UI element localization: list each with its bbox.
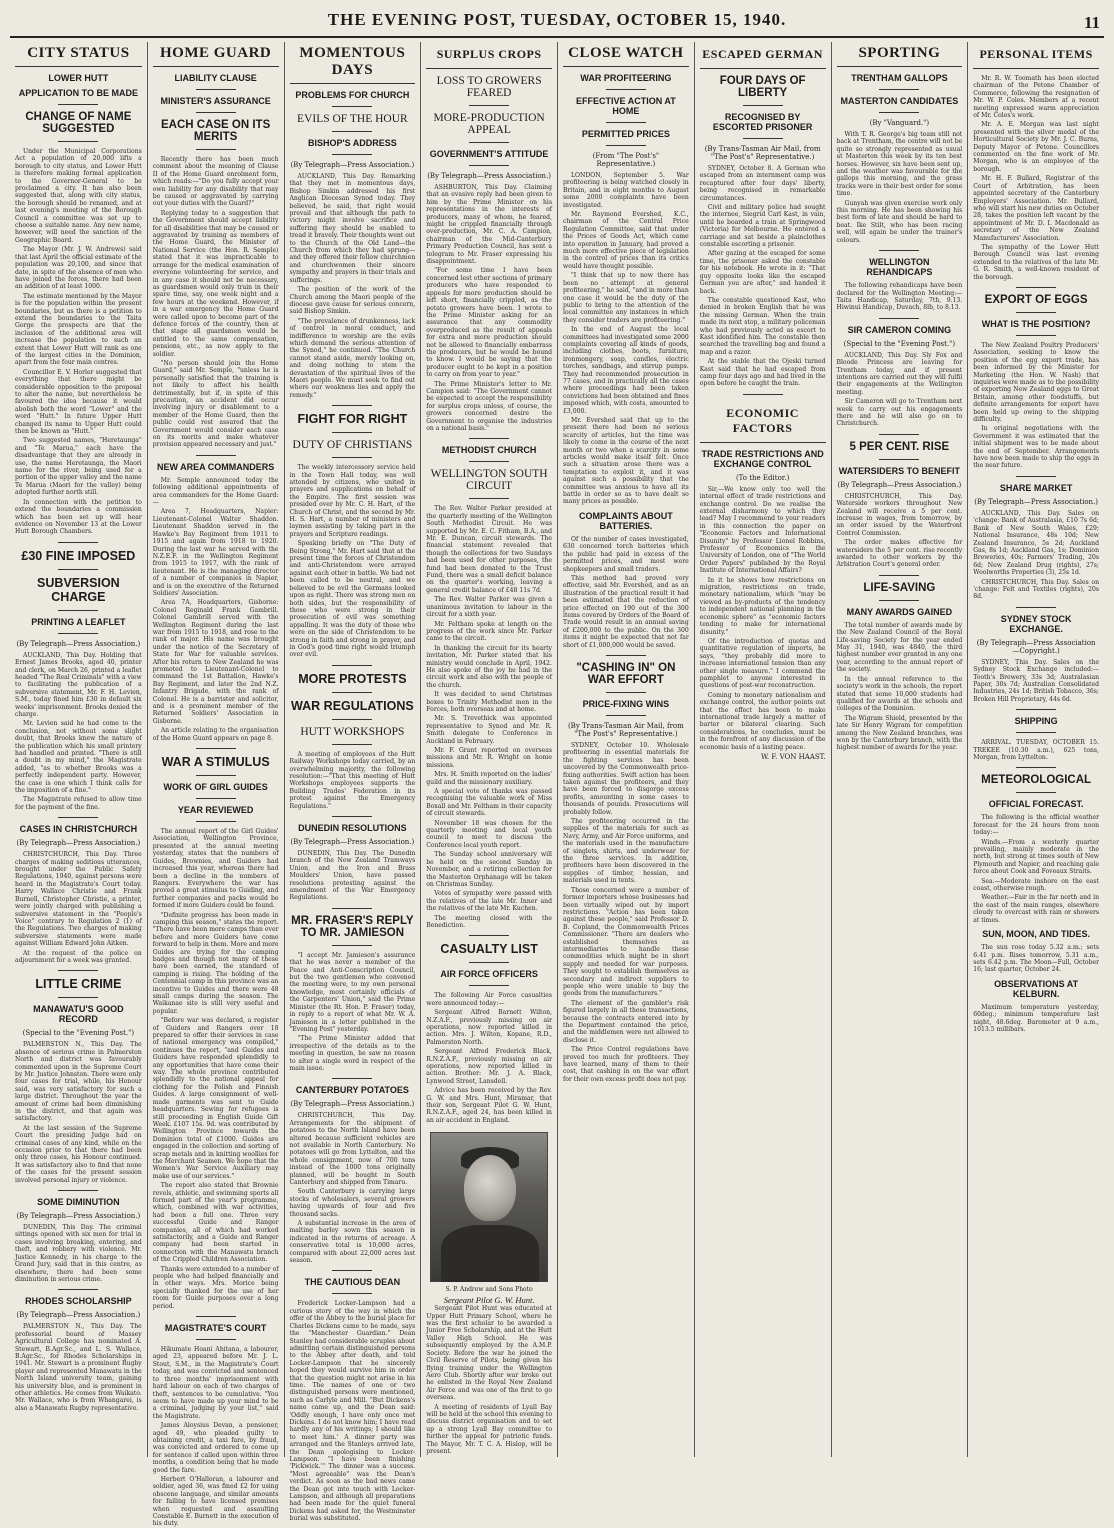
article-paragraph: Replying today to a suggestion that the Government should accept liability for all disabilities that may be caused or aggravated by training as members of the Home Guard, the Minister of National Service (the Hon. R. Semple) stated that it was impracticable to arrange for the medical examination of everyone volunteering for service, and in any case it should not be necessary, as guardsmen would only train in their spare time, say, one week night and a few hours at the weekend. However, if in a war emergency the Home Guard were called upon to become part of the defence forces of the country, then at that stage all guardsmen would be entitled to the same compensation, pensions, etc., as now apply to the soldier. bbox=[152, 209, 279, 358]
article-paragraph: The total number of awards made by the New Zealand Council of the Royal Life-saving Society for the year ended May 31, 1940, was 4840, the third highest number ever granted in any one year, according to the annual report of the society. bbox=[836, 621, 963, 674]
column-4 bbox=[420, 42, 557, 1457]
section-heading: YEAR REVIEWED bbox=[177, 805, 254, 816]
section-heading: MR. FRASER'S REPLY TO MR. JAMIESON bbox=[291, 914, 414, 939]
divider-rule bbox=[58, 997, 98, 998]
divider-rule bbox=[58, 817, 98, 818]
divider-rule bbox=[196, 1316, 236, 1317]
article-paragraph: It was decided to send Christmas boxes to Trinity Methodist men in the Forces, both overseas and at home. bbox=[426, 691, 552, 713]
section-heading: LOSS TO GROWERS FEARED bbox=[436, 75, 542, 99]
divider-rule bbox=[196, 89, 236, 90]
article-paragraph: The sympathy of the Lower Hutt Borough Council was last evening extended to the relatives of the late Mr. G. R. Smith, a well-known resident of the borough. bbox=[973, 243, 1099, 281]
article-paragraph: The profiteering occurred in the supplies of the materials for such as Navy, Army, and Air Force uniforms, and the materials used in the manufacture of singlets, shirts, and underwear for the three services. In addition, profiteers have been discovered in the supplies of timber, hessian, and materials used in tents. bbox=[563, 818, 689, 885]
article-paragraph: Frederick Locker-Lampson had a curious story of the way in which the offer of the Abbey to the burial place for Charles Dickens came to be made, says the "Manchester Guardian." Dean Stanley had considerable scruples about admitting certain distinguished persons to the Abbey after death, and told Locker-Lampson that he sincerely hoped they would survive him in order that the question might not arise in his time. The names of one or two distinguished persons were mentioned, such as Carlyle and Mill. "But Dickens's name came up, and the Dean said: 'Oddly enough, I have only once met Dickens. I do not know him; I have read hardly any of his writings; I should like to meet him.' A dinner party was arranged and the Stanleys arrived late, the Dean apologising to Locker-Lampson. "I have been finishing 'Pickwick.'" The dinner was a success. "Most agreeable" was the Dean's verdict. As soon as the bad news came the Dean got into touch with Locker-Lampson, and although all preparations had been made for the quiet funeral Dickens had asked for, the Westminster burial was substituted. bbox=[289, 1300, 416, 1523]
section-heading: GOVERNMENT'S ATTITUDE bbox=[429, 149, 549, 159]
article-paragraph: "No person should join the Home Guard," said Mr. Semple, "unless he is personally satisfied that the training is not likely to affect his health detrimentally, but if, in spite of this precaution, an accident did occur involving injury or disablement to a member of the Home Guard, then the public could rest assured that the Government would consider each case on its merits and make whatever provision appeared necessary and just." bbox=[152, 359, 279, 449]
column-headline: CITY STATUS bbox=[15, 42, 142, 67]
article-paragraph: Mr. Semple announced today the following additional appointments of area commanders for the Home Guard:— bbox=[152, 476, 279, 507]
byline: (By Telegraph—Press Association.) bbox=[290, 1100, 415, 1109]
divider-rule bbox=[332, 945, 372, 946]
article-paragraph: With T. R. George's big team still not back at Trentham, the centre will not be quite so strongly represented as usual at Masterton this week by its ten best horses. However, six have been sent up, and the weather was favourable for the gallops this morning, and the grass tracks were in their best order for some time. bbox=[836, 131, 963, 198]
section-heading: MORE-PRODUCTION APPEAL bbox=[433, 112, 545, 136]
divider-rule bbox=[332, 1078, 372, 1079]
subheadline: CASUALTY LIST bbox=[440, 942, 538, 957]
column-3 bbox=[284, 42, 421, 1523]
divider-rule bbox=[879, 318, 919, 319]
divider-rule bbox=[1016, 335, 1056, 336]
article-paragraph: Mr. Levien said he had come to the conclusion, not without some slight doubt, that Brooks knew the nature of the publication which his small printery had handled and printed. "There is still a doubt in my mind," the Magistrate added, "as to whether Brooks was a perfectly independent party. However, the case is one which I think calls for the imposition of a fine." bbox=[15, 720, 142, 795]
section-heading: LOWER HUTT bbox=[48, 73, 109, 83]
column-6 bbox=[694, 42, 831, 1457]
column-8 bbox=[967, 42, 1104, 1457]
subheadline: £30 FINE IMPOSED bbox=[21, 548, 136, 563]
divider-rule bbox=[58, 610, 98, 611]
divider-rule bbox=[196, 821, 236, 822]
section-heading: TRENTHAM GALLOPS bbox=[851, 73, 948, 83]
divider-rule bbox=[469, 935, 509, 936]
byline: (By Telegraph—Press Association.) bbox=[290, 161, 415, 169]
section-heading: OBSERVATIONS AT KELBURN. bbox=[994, 978, 1079, 999]
article-paragraph: CHRISTCHURCH, This Day. Sales on 'change: Felt and Textiles (rights), 20s 8d. bbox=[973, 578, 1099, 601]
column-1 bbox=[10, 42, 147, 1457]
section-heading: THE CAUTIOUS DEAN bbox=[304, 1277, 401, 1288]
divider-rule bbox=[1016, 476, 1056, 477]
article-paragraph: A substantial increase in the area of malting barley sown this season is indicated in the returns of acreage. A conservative total is 10,000 acres, compared with about 22,000 acres last season. bbox=[289, 1220, 416, 1265]
column-headline: ESCAPED GERMAN bbox=[700, 42, 826, 69]
byline: (By Telegraph—Press Association.) bbox=[16, 839, 141, 848]
divider-rule bbox=[332, 665, 372, 666]
divider-rule bbox=[332, 816, 372, 817]
divider-rule bbox=[1016, 607, 1056, 608]
article-paragraph: A meeting of residents of Lyall Bay will be held at the school this evening to discuss district organisation and to set up a strong Lyall Bay committee to further the appeal for patriotic funds. The Mayor, Mr. T. C. A. Hislop, will be present. bbox=[426, 1403, 552, 1455]
divider-rule bbox=[332, 131, 372, 132]
article-paragraph: Area 7, Headquarters, Napier: Lieutenant-Colonel Walter Shaddon. Lieutenant Shaddon served in the Hawke's Bay Regiment from 1911 to 1915 and again from 1918 to 1920. During the last war he served with the N.Z.E.F. in the Wellington Regiment from 1915 to 1917, with the rank of lieutenant. He is the managing director of a number of companies in Napier, and is on the executive of the Returned Soldiers' Association. bbox=[152, 508, 279, 597]
article-paragraph: CHRISTCHURCH, This Day. Arrangements for the shipment of potatoes to the North Island have been altered because sufficient vehicles are not available in North Canterbury. No potatoes will go from Lyttelton, and the whole consignment, now of 700 tons instead of the 1000 tons originally planned, will be bought in South Canterbury and shipped from Timaru. bbox=[289, 1112, 416, 1186]
article-paragraph: The constable questioned Kast, who denied in broken English that he was the missing German. When the train made its next stop, a military policeman who had previously acted as escort to Kast identified him. The constable then searched the travelling bag and found a map and a razor. bbox=[699, 296, 826, 356]
divider-rule bbox=[879, 434, 919, 435]
column-2 bbox=[147, 42, 284, 1528]
section-heading: DUTY OF CHRISTIANS bbox=[292, 439, 413, 452]
section-heading: CHANGE OF NAME SUGGESTED bbox=[25, 111, 132, 135]
article-paragraph: In it he shows how restrictions on migration, restrictions on trade, monetary nationalism, which "may be viewed as by-products of the tendency to independent national planning in the economic sphere" as "economic factors tending to make for international disunity." bbox=[699, 576, 826, 636]
section-heading: CANTERBURY POTATOES bbox=[295, 1085, 409, 1096]
article-paragraph: "The prevalence of drunkenness, lack of control in moral conduct, and indifference to worship are the evils which demand the serious attention of the Synod," he continued. "The Church cannot stand aside, merely looking on, and doing nothing to stem the devastation of the spiritual lives of the Maori people. We must seek to find out where our weakness lies and apply the remedy." bbox=[289, 317, 416, 399]
article-paragraph: "I accept Mr. Jamieson's assurance that he was never a member of the Peace and Anti-Conscription Council, but the two gentlemen who convened the meeting were, to my own personal knowledge, most certainly officials of the Carpenters' Union," said the Prime Minister (the Rt. Hon. P. Fraser) today, in reply to a report of what Mr. W. A. Jamieson in a letter published in the "Evening Post" yesterday. bbox=[289, 951, 416, 1033]
column-headline: ECONOMIC FACTORS bbox=[700, 401, 826, 443]
divider-rule bbox=[1016, 792, 1056, 793]
article-paragraph: CHRISTCHURCH, This Day. Three charges of making seditious utterances, brought under the Public Safety Regulations, 1940, against persons were heard in the Magistrate's Court today. Harry Wallace Christie and Frank Burnell, Christopher Christie, a printer, were jointly charged with publishing a subversive statement in the "People's Voice" contrary to Regulation 2 (1) of the Regulations. Two charges of making subversive statements were made against William Edward John Aitken. bbox=[15, 851, 142, 948]
divider-rule bbox=[332, 719, 372, 720]
article-paragraph: Recently there has been much comment about the meaning of Clause II of the Home Guard enrolment form, which reads:—"Do you fully accept your own liability for any disability that may be caused or aggravated by carrying out your duties with the Guard?" bbox=[152, 156, 279, 208]
section-heading: SIR CAMERON COMING bbox=[847, 324, 952, 335]
divider-rule bbox=[469, 438, 509, 439]
section-heading: SHIPPING bbox=[1014, 716, 1058, 727]
article-paragraph: The Price Control regulations have proved too much for profiteers. They have learned, many of them to their cost, that cashing in on the war effort for their own excess profit does not pay. bbox=[563, 1046, 689, 1083]
divider-rule bbox=[743, 394, 783, 395]
article-paragraph: "Definite progress has been made in camping this season," states the report. "There have been more camps than ever before and more Guiders have come forward to help in them. More and more Guides are trying for the camping badges and though not many of these have been earned, the standard of camping is rising. The holding of the Centennial camp in this province was an incentive to Guides and there were 48 small camps during the season. The Waikanae site is still very useful and popular. bbox=[152, 911, 279, 1015]
photo-credit: S. P. Andrew and Sons Photo bbox=[445, 1286, 533, 1294]
divider-rule bbox=[1016, 709, 1056, 710]
article-paragraph: Those concerned were a number of former importers whose businesses had been virtually wiped out by import restrictions. "Action has been taken against these people," said Professor D. B. Copland, the Commonwealth Prices Commissioner. "There are dealers who established themselves as intermediaries to handle these commodities which might be in short supply and needed for war purposes. They sought to establish themselves as secondary and indirect suppliers to people who were unable to buy the goods from the manufacturers." bbox=[563, 886, 689, 998]
article-paragraph: Sir,—We know only too well the internal effect of trade restrictions and exchange control. Do we realise the external disharmony to which they lead? May I recommend to your readers in this connection the paper on "Economic Factors and International Disunity" by Professor Lionel Robbins, Professor of Economics in the University of London, one of "The World Order Papers" published by the Royal Institute of International Affairs? bbox=[699, 485, 826, 575]
section-heading: DUNEDIN RESOLUTIONS bbox=[298, 823, 407, 833]
section-heading: WATERSIDERS TO BENEFIT bbox=[838, 465, 960, 476]
column-headline: SPORTING bbox=[837, 42, 963, 67]
divider-rule bbox=[58, 569, 98, 570]
divider-rule bbox=[332, 744, 372, 745]
section-heading: HUTT WORKSHOPS bbox=[300, 725, 405, 738]
article-paragraph: The Prime Minister's letter to Mr. Campion said: "The Government cannot be expected to accept the responsibility for surplus crops unless, of course, the growers concerned desire the Government to organise the industries on a national basis." bbox=[426, 380, 552, 432]
article-paragraph: Mr. H. F. Bullard, Registrar of the Court of Arbitration, has been appointed secretary of the Canterbury Employers' Association. Mr. Bullard, who will start his new duties on October 28, takes the position left vacant by the appointment of Mr. D. I. Macdonald as secretary of the New Zealand Manufacturers' Association. bbox=[973, 175, 1099, 242]
article-paragraph: Speaking briefly on "The Duty of Being Strong," Mr. Hart said that at the present time the forces of Christendom and anti-Christendom were arrayed against each other in battle. We had not been called to be neutral, and we believed to be evil the Germans looked upon as right. There was strong men on both sides, but the responsibility of those who were strong in their prosecution of evil was something appalling. It was the duty of those who were on the side of Christendom to be strong in faith and strong in prayer, and in God's good time right would triumph over evil. bbox=[289, 540, 416, 659]
article-paragraph: The annual report of the Girl Guides' Association, Wellington Province, presented at the annual meeting yesterday, states that the numbers of Guides, Brownies, and Guiders had increased this year, whereas there had been a decline in the numbers of Rangers. Everywhere the war has proved a great stimulus to Guiding, and further companies and packs would be formed if more Guiders could be found. bbox=[152, 828, 279, 910]
divider-rule bbox=[879, 575, 919, 576]
article-paragraph: Councillor E. V. Horler suggested that everything that there might be considerable opposition to the proposal to alter the name, but nevertheless he favoured the idea because it would abolish both the word "Lower" and the word "Hutt." In future Upper Hutt changed its name to Upper Hutt could then be known as "Hutt." bbox=[15, 368, 142, 436]
article-paragraph: At the request of the police on adjournment for a week was granted. bbox=[15, 949, 142, 964]
subheadline: WAR A STIMULUS bbox=[161, 755, 270, 770]
byline: (By Telegraph—Press Association.) bbox=[974, 497, 1099, 506]
section-heading: LIFE-SAVING bbox=[863, 581, 936, 594]
article-paragraph: Sergeant Alfred Barnett Wilton, N.Z.A.F., previously missing on air operations, now reported killed in action. Mrs. J. Wilton, Kopane, R.D., Palmerston North. bbox=[426, 1009, 552, 1046]
divider-rule bbox=[1016, 767, 1056, 768]
column-7 bbox=[831, 42, 968, 1457]
article-paragraph: Civil and military police had sought the internee, Siegrid Carl Kast, in vain, until he boarded a train at Springwood (Victoria) for Melbourne. He entered a carriage and sat beside a plainclothes constable escorting a prisoner. bbox=[699, 204, 826, 249]
article-paragraph: AUCKLAND, This Day. Holding that Ernest James Brooks, aged 40, printer and clerk, on March 26, printed a leaflet headed "The Real Criminals" with a view to facilitating the publication of a subversive statement, Mr. F. H. Levien, S.M., today fined him £30 in default six weeks' imprisonment. Brooks denied the charge. bbox=[15, 651, 142, 718]
article-paragraph: An article relating to the organisation of the Home Guard appears on page 8. bbox=[152, 727, 279, 742]
section-heading: EFFECTIVE ACTION AT HOME bbox=[576, 96, 676, 116]
article-paragraph: In connection with the petition to extend the boundaries a commission which has been set up will hear evidence on November 13 at the Lower Hutt Borough Chambers. bbox=[15, 498, 142, 536]
divider-rule bbox=[1016, 312, 1056, 313]
article-paragraph: AUCKLAND, This Day. Remarking that they met in momentous days, Bishop Simkin addressed his first Anglican Diocesan Synod today. They believed, he said, that right would prevail and that although the path to victory might involve sacrifice and suffering they should be enabled to tread it bravely. Their thoughts went out to the Church of the Old Land—the Church from which they had sprung—and they offered their fellow churchmen and churchwomen their sincere sympathy and prayers in their trials and sufferings. bbox=[289, 173, 416, 284]
article-paragraph: In thanking the circuit for its hearty invitation, Mr. Parker stated that his ministry would conclude in April, 1942. He also spoke of the joy he had in the circuit work and also with the people of the church. bbox=[426, 644, 552, 689]
section-heading: WHAT IS THE POSITION? bbox=[981, 318, 1091, 329]
article-paragraph: PALMERSTON N., This Day. The professorial board of Massey Agricultural College has nominated A. Stewart, B.Agr.Sc., and L. S. Wallace, B.Agr.Sc., for Rhodes Scholarships in 1941. Mr. Stewart is a prominent Rugby player and represented Manawatu in the North Island university team, gaining his university blue, and is prominent in other athletics. He comes from Waikato. Mr. Wallace, who is from Whangarei, is also a Manawatu Rugby representative. bbox=[15, 1323, 142, 1412]
divider-rule bbox=[196, 1339, 236, 1340]
byline: (By Telegraph—Press Association.) bbox=[16, 639, 141, 648]
article-paragraph: SYDNEY, October 10. Wholesale profiteering in essential materials for the fighting services has been uncovered by the Commonwealth price-fixing authorities. Swift action has been taken against the profiteers, and they have been forced to disgorge excess profits, amounting in some cases to thousands of pounds. Prosecutions will probably follow. bbox=[563, 741, 689, 816]
article-paragraph: A special vote of thanks was passed recognising the valuable work of Miss Boxall and Mr. Feltham in their capacity of circuit stewards. bbox=[426, 788, 552, 818]
divider-rule bbox=[469, 985, 509, 986]
divider-rule bbox=[196, 149, 236, 150]
article-paragraph: Mr. R. W. Toomath has been elected chairman of the Petone Chamber of Commerce, following the resignation of Mr. W. P. Coles. Members at a recent meeting expressed warm appreciation of Mr. Coles's work. bbox=[973, 75, 1099, 120]
divider-rule bbox=[332, 457, 372, 458]
divider-rule bbox=[469, 105, 509, 106]
article-paragraph: "Before war was declared, a register of Guiders and Rangers over 18 prepared to offer their services in case of national emergency was compiled," continues the report, "and Guides and Guiders have responded splendidly to any opportunities that have come their way. The whole province contributed splendidly to the national appeal for clothing for the Polish and Finnish Guides. A large consignment of well-made garments was sent to Guide headquarters. Sewing for refugees is still proceeding in English Guide Gift Week. £107 15s. 9d. was contributed by Wellington Province towards the Dominion total of £1000. Guides are engaged in the collection and sorting of scrap metals and in knitting woollies for the Merchant Seamen. We hope that the Women's War Service Auxiliary may make use of our services." bbox=[152, 1017, 279, 1180]
article-paragraph: Of the number of cases investigated, 630 concerned torch batteries which the public had paid in excess of the permitted prices, and most were shopkeepers and small traders. bbox=[563, 535, 689, 573]
divider-rule bbox=[58, 104, 98, 105]
section-heading: APPLICATION TO BE MADE bbox=[18, 88, 138, 98]
article-paragraph: At the stable that the Ojeski turned Kast said that he had escaped from camp four days ago and had lived in the open before he caught the train. bbox=[699, 358, 826, 388]
subheadline: WAR REGULATIONS bbox=[291, 698, 414, 713]
divider-rule bbox=[1016, 287, 1056, 288]
divider-rule bbox=[469, 498, 509, 499]
portrait-face bbox=[464, 1155, 516, 1221]
article-paragraph: Winds.—From a westerly quarter prevailing, mainly moderate in the north, but strong at times south of New Plymouth and Napier, and reaching gale force about Cook and Foveaux Straits. bbox=[973, 838, 1099, 876]
article-paragraph: ASHBURTON, This Day. Claiming that an evasive reply had been given to him by the Prime Minister on his representations in the interests of producers, many of whom, he feared, might be crippled financially through over-production, Mr. C. A. Campion, chairman of the Mid-Canterbury Primary Production Council, has sent a telegram to Mr. Fraser expressing his disappointment. bbox=[426, 184, 552, 266]
divider-rule bbox=[332, 405, 372, 406]
article-paragraph: The meeting closed with the Benediction. bbox=[426, 914, 552, 929]
section-heading: PRINTING A LEAFLET bbox=[31, 616, 126, 627]
section-heading: CASES IN CHRISTCHURCH bbox=[19, 824, 138, 835]
divider-rule bbox=[879, 459, 919, 460]
divider-rule bbox=[332, 908, 372, 909]
article-paragraph: In original negotiations with the Government it was estimated that the initial shipment was to be made about the end of September. Arrangements have now been made to ship the eggs in the near future. bbox=[973, 425, 1099, 470]
article-paragraph: This method had proved very effective, said Mr. Evershed, and as an illustration of the practical result it had been estimated that the reduction of price effected on 190 out of the 300 items covered by Orders of the Board of Trade would result in an annual saving of £200,000 to the public. On the 300 items it might be expected that not far short of £1,000,000 would be saved. bbox=[563, 574, 689, 649]
article-paragraph: The order makes effective for watersiders the 5 per cent. rise recently awarded to other workers by the Arbitration Court's general order. bbox=[836, 539, 963, 569]
article-paragraph: Mr. Raymond Evershed, K.C., chairman of the Central Price Regulation Committee, said that under the Prices of Goods Act, which came into operation in January, had proved a much more effective piece of legislation in the control of prices than its critics would have thought possible. bbox=[563, 211, 689, 270]
page-number: 11 bbox=[1083, 13, 1100, 32]
article-paragraph: Mr. S. Trevethick was appointed representative to Synod and Mr. R. Smith delegate to Conference in Auckland in February. bbox=[426, 715, 552, 745]
divider-rule bbox=[196, 748, 236, 749]
byline: (Special to the "Evening Post.") bbox=[843, 339, 956, 348]
section-heading: "CASHING IN" ON WAR EFFORT bbox=[576, 661, 676, 686]
byline: (Special to the "Evening Post.") bbox=[22, 1029, 135, 1038]
article-paragraph: AUCKLAND, This Day. Sales on 'change: Bank of Australasia, £10 7s 6d; Bank of New South Wales, £29; National Insurance, 48s 10d; New Zealand Insurance, 5s 2d; Auckland Gas, 8s 1d; Auckland Gas, 1s; Dominion Breweries, 40s; Farmers' Trading, 20s 6d; New Zealand Drug (rights), 27s; Woolworths Properties (3), 25s 1d. bbox=[973, 509, 1099, 577]
article-paragraph: Maximum temperature yesterday, 60deg.; minimum temperature last night, 48.6deg. Barometer at 9 a.m., 1013.5 millibars. bbox=[973, 1003, 1099, 1033]
section-heading: SUN, MOON, AND TIDES. bbox=[982, 929, 1090, 940]
section-heading: NEW AREA COMMANDERS bbox=[156, 461, 275, 472]
section-heading: PRICE-FIXING WINS bbox=[582, 698, 670, 709]
byline: (To the Editor.) bbox=[735, 473, 790, 482]
section-heading: EACH CASE ON ITS MERITS bbox=[160, 119, 271, 143]
article-paragraph: Mr. A. E. Morgan was last night presented with the silver medal of the Horticultural Society by Mr. J. C. Burns, Deputy Mayor of Petone. Councillors commented on the fine work of Mr. Morgan, who is an employee of the borough. bbox=[973, 121, 1099, 173]
article-paragraph: At the last session of the Supreme Court the presiding Judge had on criminal cases of any kind, while on the occasion prior to that there had been only three cases, his Honour continued. It was satisfactory also to find that none of the cases for the present session involved personal injury or violence. bbox=[15, 1124, 142, 1184]
article-paragraph: Coming to monetary nationalism and exchange control, the author points out that the effect has been to make international trade largely a matter of barter or bilateral clearing. Such considerations, he concludes, must be in the forefront of any discussion of the economic basis of a lasting peace. bbox=[699, 691, 826, 751]
article-paragraph: The Magistrate refused to allow time for the payment of the fine. bbox=[15, 796, 142, 811]
masthead-title: THE EVENING POST, TUESDAY, OCTOBER 15, 1940. bbox=[327, 10, 787, 29]
section-heading: MINISTER'S ASSURANCE bbox=[160, 96, 271, 106]
subheadline: MORE PROTESTS bbox=[298, 671, 407, 686]
article-paragraph: November 18 was chosen for the quarterly meeting and local youth council to meet to discuss the Conference local youth report. bbox=[426, 819, 552, 849]
section-heading: PROBLEMS FOR CHURCH bbox=[295, 90, 410, 100]
article-paragraph: The following Air Force casualties were announced today:— bbox=[426, 992, 552, 1007]
article-paragraph: SYDNEY, October 8. A German who escaped from an internment camp was recaptured after four days' liberty, being recognised in remarkable circumstances. bbox=[699, 165, 826, 202]
article-paragraph: Area 7A, Headquarters, Gisborne: Colonel Reginald Frank Gambrill. Colonel Gambrill served with the Wellington Regiment during the last war from 1915 to 1918, and rose to the rank of major. His name was brought under the notice of the Secretary of State for War for valuable services. After his return to New Zealand he was promoted to Lieutenant-Colonel to command the 1st Battalion, Hawke's Bay Regiment, and later the 2nd N.Z. Infantry Brigade, with the rank of Colonel. He is a barrister and solicitor, and is a prominent member of the Returned Soldiers' Association in Gisborne. bbox=[152, 599, 279, 725]
divider-rule bbox=[743, 105, 783, 106]
divider-rule bbox=[196, 455, 236, 456]
section-heading: WORK OF GIRL GUIDES bbox=[163, 782, 268, 793]
article-paragraph: Under the Municipal Corporations Act a population of 20,000 lifts a borough to city status, and Lower Hutt is therefore making formal application to the Governor-General to be proclaimed a city. It has also been suggested that, along with city status, the borough should be renamed, and at last evening's meeting of the Borough Council a committee was set up to choose a suitable name. Any new name, however, will need the sanction of the Geographic Board. bbox=[15, 148, 142, 244]
divider-rule bbox=[58, 1289, 98, 1290]
divider-rule bbox=[332, 1270, 372, 1271]
divider-rule bbox=[196, 112, 236, 113]
section-heading: PERMITTED PRICES bbox=[581, 129, 670, 139]
section-heading: EVILS OF THE HOUR bbox=[297, 113, 408, 125]
section-heading: AIR FORCE OFFICERS bbox=[440, 969, 538, 980]
article-paragraph: Sergeant Pilot Hunt was educated at Upper Hutt Primary School, where he was the first scholar to be awarded a Junior Free Scholarship, and at the Hutt Valley High School. He was subsequently employed by the A.M.P. Society. Before the war he joined the Civil Reserve of Pilots, being given his flying training under the Wellington Aero Club. Shortly after war broke out he enlisted in the Royal New Zealand Air Force and was one of the first to go overseas. bbox=[426, 1305, 552, 1402]
byline: (By Telegraph—Press Association.) bbox=[290, 838, 415, 846]
divider-rule bbox=[469, 962, 509, 963]
byline: (By Telegraph—Press Association.) bbox=[427, 172, 552, 180]
portrait-photo bbox=[430, 1132, 548, 1282]
section-heading: LIABILITY CLAUSE bbox=[174, 73, 257, 83]
divider-rule bbox=[332, 432, 372, 433]
divider-rule bbox=[1016, 732, 1056, 733]
byline: (By "Vanguard.") bbox=[869, 119, 930, 127]
article-paragraph: The New Zealand Poultry Producers' Association, seeking to know the position of the egg export trade, has been informed by the Minister for Marketing (the Hon. W. Nash) that inquiries were made as to the possibility of exporting New Zealand eggs to Great Britain, among other foodstuffs, but definite arrangements for export have been held up owing to the shipping difficulty. bbox=[973, 341, 1099, 424]
divider-rule bbox=[606, 145, 646, 146]
article-paragraph: The element of the gambler's risk figured largely in all these transactions, because the contracts entered into by the Department contained the price, and the middlemen were not allowed to disclose it. bbox=[563, 999, 689, 1044]
article-paragraph: The report also stated that Brownie revels, athletic, and swimming sports all formed part of the year's programme, which, combined with war activities, had been a full one. Three very successful Guide and Ranger companies, all of which had worked satisfactorily, and a Guide and Ranger company had been started in connection with the Manawatu branch of the Crippled Children Association. bbox=[152, 1182, 279, 1264]
article-paragraph: Sir Cameron will go to Trentham next week to carry out his engagements there and he will also go on to Christchurch. bbox=[836, 398, 963, 428]
article-paragraph: In the end of August the local committees had investigated some 2000 complaints covering all kinds of goods, including clothes, boots, furniture, ironmongery, soap, candles, electric torches, sandbags, and stirrup pumps. They had recommended prosecution in 77 cases, and in practically all the cases where proceedings had been taken convictions had been obtained and fines imposed which, with costs, amounted to £3,000. bbox=[563, 326, 689, 415]
divider-rule bbox=[332, 692, 372, 693]
divider-rule bbox=[606, 89, 646, 90]
article-paragraph: The Mayor (Mr. J. W. Andrews) said that last April the official estimate of the population was 20,100, and since that date, in spite of the absence of men who have joined the forces, there had been an addition of at least 1000. bbox=[15, 246, 142, 291]
article-paragraph: Sergeant Alfred Frederick Black, R.N.Z.A.F., previously missing on air operations, now reported killed in action. Brother: Mr. J. A. Black, Lynwood Street, Lansdell. bbox=[426, 1048, 552, 1085]
article-paragraph: Sea.—Moderate inshore on the east coast, otherwise rough. bbox=[973, 877, 1099, 893]
article-paragraph: SYDNEY, This Day. Sales on the Sydney Stock Exchange included:—Tooth's Brewery, 33s 3d; Australasian Paper, 30s 7d; Australian Consolidated Industries, 24s 1d; British Tobacco, 36s; Broken Hill Proprietary, 44s 6d. bbox=[973, 658, 1099, 703]
divider-rule bbox=[469, 165, 509, 166]
byline: (By Telegraph—Press Association—Copyright.) bbox=[976, 638, 1096, 655]
article-paragraph: LONDON, September 5. War profiteering is being watched closely in Britain, and in eight months to August some 2000 complaints have been investigated. bbox=[563, 172, 689, 209]
article-paragraph: Herbert O'Halloran, a labourer and soldier, aged 36, was fined £2 for using obscene language, and similar amounts for failing to have licensed premises when requested and assaulting Constable E. Burnett in the execution of his duty. bbox=[152, 1475, 279, 1528]
article-paragraph: AUCKLAND, This Day. Sly Fox and Bloode Princess are leaving for Trentham today, and if present intentions are carried out they will fulfil their engagements at the Wellington meeting. bbox=[836, 351, 963, 396]
section-heading: METEOROLOGICAL bbox=[981, 774, 1092, 787]
article-paragraph: "I think that up to now there has been no attempt at general profiteering," he said, "and in more than one case it would be the duty of the public to bring to the attention of the local committee any instances in which they consider traders are profiteering." bbox=[563, 272, 689, 324]
divider-rule bbox=[743, 138, 783, 139]
divider-rule bbox=[606, 692, 646, 693]
article-paragraph: The Wigram Shield, presented by the late Sir Henry Wigram for competition among the New Zealand branches, was won by the Canterbury branch, with the highest number of awards for the year. bbox=[836, 714, 963, 752]
article-paragraph: The following rehandicaps have been declared for the Wellington Meeting:—Taita Handicap, Saturday, 7th, 9.13. Hiwinui Handicap, Duvach, 8lb, to 8.13. bbox=[836, 282, 963, 312]
section-heading: WELLINGTON REHANDICAPS bbox=[866, 257, 933, 278]
article-paragraph: Weather.—Fair in the far north and in the east of the main ranges, elsewhere cloudy to overcast with rain or showers at times. bbox=[973, 894, 1099, 924]
article-paragraph: Gunyah was given exercise work only this morning. He has been showing his best form of late and should be hard to beat. Ike Stilt, who has been racing well, will again be under the trainer's colours. bbox=[836, 199, 963, 244]
article-paragraph: "The Prime Minister added that irrespective of the details as to the meeting in question, he saw no reason to alter a single word in respect of the main issue. bbox=[289, 1035, 416, 1072]
article-paragraph: Two suggested names, "Heretaunga" and "Te Marua," each have the disadvantage that they are already in use, the name Heretaunga, the Maori name for the river, being used for a portion of the upper valley and the name Te Marua (Maori for the valley) being adopted further north still. bbox=[15, 437, 142, 497]
divider-rule bbox=[196, 775, 236, 776]
divider-rule bbox=[879, 250, 919, 251]
article-paragraph: The weekly intercessory service held in the Town Hall today, was well attended by citizens, who united in prayers and supplications on behalf of the Empire. The first session was presided over by Mr. C. H. Hart, of the Church of Christ, and the second by Mr. H. S. Hart, a number of ministers and laymen assisting by taking part in the prayers and Scripture readings. bbox=[289, 464, 416, 538]
section-heading: MANY AWARDS GAINED bbox=[846, 606, 953, 617]
byline: (By Trans-Tasman Air Mail, from "The Post's" Representative.) bbox=[704, 145, 821, 161]
divider-rule bbox=[58, 542, 98, 543]
section-heading: TRADE RESTRICTIONS AND EXCHANGE CONTROL bbox=[701, 448, 824, 469]
article-paragraph: A meeting of employees of the Hutt Railway Workshops today carried, by an overwhelming majority, the following resolution:—"That this meeting of Hutt Workshops employees supports the Building Trades' Federation in its protest against the Emergency Regulations." bbox=[289, 750, 416, 810]
article-paragraph: Hikumate Hoani Ahitana, a labourer, aged 23, appeared before Mr. J. L. Stout, S.M., in the Magistrate's Court today, and was convicted and sentenced to three months' imprisonment with hard labour on each of two charges of theft, sentences to be cumulative. "You seem to have made up your mind to be a criminal, judging by your list," said the Magistrate. bbox=[152, 1346, 279, 1420]
divider-rule bbox=[879, 112, 919, 113]
article-paragraph: The following is the official weather forecast for the 24 hours from noon today:— bbox=[973, 814, 1099, 837]
divider-rule bbox=[879, 89, 919, 90]
article-paragraph: Mr. Feltham spoke at length on the progress of the work since Mr. Parker came to the circuit. bbox=[426, 620, 552, 643]
article-paragraph: Votes of sympathy were passed with the relatives of the late Mr. Inner and the relatives of the late Mr. Kuchen. bbox=[426, 890, 552, 913]
article-paragraph: In the annual reference to the society's work in the schools, the report stated that some 10,000 students had qualified for awards at the schools and colleges of the Dominion. bbox=[836, 675, 963, 713]
byline: (By Telegraph—Press Association.) bbox=[16, 1212, 141, 1221]
divider-rule bbox=[469, 461, 509, 462]
divider-rule bbox=[469, 142, 509, 143]
article-paragraph: The Sunday school anniversary will be held on the second Sunday in November, and a retiring collection for the Masterton Orphanage will be taken on Christmas Sunday. bbox=[426, 851, 552, 888]
divider-rule bbox=[332, 106, 372, 107]
photo-caption: Sergeant Pilot G. W. Hunt. bbox=[443, 1295, 535, 1306]
article-paragraph: Thanks were extended to a number of people who had helped financially and in other ways. Mrs. Morice being specially thanked for the use of her room for Guide purposes over a long period. bbox=[152, 1265, 279, 1310]
article-paragraph: The Rev. Walter Parker was given a unanimous invitation to labour in the circuit for a sixth year. bbox=[426, 596, 552, 619]
article-paragraph: The sun rose today 5.32 a.m.; sets 6.41 p.m. Rises tomorrow, 5.31 a.m., sets 6.42 p.m. The Moon—Full, October 16; last quarter, October 24. bbox=[973, 944, 1099, 974]
divider-rule bbox=[606, 122, 646, 123]
section-heading: OFFICIAL FORECAST. bbox=[988, 799, 1084, 810]
newspaper-columns bbox=[10, 42, 1104, 1528]
section-heading: 5 PER CENT. RISE bbox=[849, 440, 950, 453]
section-heading: WELLINGTON SOUTH CIRCUIT bbox=[430, 468, 548, 493]
letter-signature: W. F. VON HAAST. bbox=[760, 753, 826, 761]
section-heading: FOUR DAYS OF LIBERTY bbox=[719, 75, 806, 99]
column-headline: CLOSE WATCH bbox=[563, 42, 689, 67]
section-heading: SHARE MARKET bbox=[999, 482, 1073, 493]
subheadline: LITTLE CRIME bbox=[35, 977, 122, 992]
article-paragraph: DUNEDIN, This Day. The Dunedin branch of the New Zealand Tramways Union, and the Iron and Brass Moulders' Union, have passed resolutions protesting against the amendment of the War Emergency Regulations. bbox=[289, 850, 416, 902]
divider-rule bbox=[58, 633, 98, 634]
column-5 bbox=[557, 42, 694, 1457]
divider-rule bbox=[58, 1190, 98, 1191]
section-heading: MAGISTRATE'S COURT bbox=[164, 1323, 267, 1334]
divider-rule bbox=[58, 141, 98, 142]
section-heading: SYDNEY STOCK EXCHANGE. bbox=[1000, 613, 1072, 634]
article-paragraph: Mr. Evershed said that up to the present there had been no serious scarcity of articles, but the time was likely to come in the course of the next month or two when a scarcity in some articles would make itself felt. Once such a situation arose there was a temptation to exploit it, and it was against such a possibility that the committee was anxious to have all its battle in order so as to have dealt so many prices as possible. bbox=[563, 417, 689, 506]
divider-rule bbox=[58, 970, 98, 971]
article-paragraph: James Aloysius Devan, a pensioner, aged 49, who pleaded guilty to obtaining credit, a taxi fare, by fraud, was convicted and ordered to come up for sentence if called upon within three months, a condition being that he made good the fare. bbox=[152, 1422, 279, 1474]
section-heading: SOME DIMINUTION bbox=[37, 1197, 120, 1208]
divider-rule bbox=[332, 1293, 372, 1294]
article-paragraph: CHRISTCHURCH, This Day. Waterside workers throughout New Zealand will receive a 5 per cent. increase in wages, from tomorrow, by an order issued by the Waterfront Control Commission. bbox=[836, 492, 963, 537]
article-paragraph: The position of the work of the Church among the Maori people of the diocese gave cause for serious concern, said Bishop Simkin. bbox=[289, 286, 416, 316]
column-headline: HOME GUARD bbox=[153, 42, 279, 67]
section-heading: MANAWATU'S GOOD RECORD bbox=[33, 1004, 124, 1025]
byline: (By Telegraph—Press Association.) bbox=[16, 1311, 141, 1320]
article-paragraph: DUNEDIN, This Day. The criminal sittings opened with six men for trial in cases involving breaking, entering, and theft, and robbery with violence. Mr. Justice Kennedy, in his charge to the Grand Jury, said that in this centre, as elsewhere, there had been some diminution in serious crime. bbox=[15, 1224, 142, 1283]
article-paragraph: Mrs. H. Smith reported on the ladies' guild and the missionary auxiliary. bbox=[426, 771, 552, 786]
divider-rule bbox=[606, 655, 646, 656]
section-heading: RECOGNISED BY ESCORTED PRISONER bbox=[712, 112, 813, 132]
column-headline: MOMENTOUS DAYS bbox=[290, 42, 416, 84]
section-heading: BISHOP'S ADDRESS bbox=[307, 138, 397, 148]
article-paragraph: The estimate mentioned by the Mayor is for the population within the present boundaries, but as there is a petition to extend the boundaries to the Taita Gorge the prospects are that the inclusion of the additional area will increase the population to such an extent that Lower Hutt will rank as one of the largest cities in the Dominion, apart from the four main centres. bbox=[15, 292, 142, 367]
article-paragraph: ARRIVAL. TUESDAY, OCTOBER 15. TREKEE (10.30 a.m.), 625 tons, Morgan, from Lyttelton. bbox=[973, 739, 1099, 761]
portrait-coat bbox=[441, 1225, 539, 1282]
article-paragraph: Mr. F. Grant reported on overseas missions and Mr. R. Wright on home missions. bbox=[426, 747, 552, 769]
column-headline: PERSONAL ITEMS bbox=[973, 42, 1099, 69]
byline: (From "The Post's" Representative.) bbox=[592, 152, 660, 168]
divider-rule bbox=[879, 600, 919, 601]
column-headline: SURPLUS CROPS bbox=[426, 42, 552, 69]
byline: (By Telegraph—Press Association.) bbox=[837, 480, 962, 489]
section-heading: WAR PROFITEERING bbox=[580, 73, 672, 83]
article-paragraph: South Canterbury is carrying large stocks of wholesalers, several growers having upwards of four and five thousand sacks. bbox=[289, 1188, 416, 1218]
section-heading: EXPORT OF EGGS bbox=[984, 293, 1088, 306]
article-paragraph: Advice has been received by the Rev. G. W. and Mrs. Hunt, Miramar, that their son, Sergeant Pilot G. W. Hunt, R.N.Z.A.F., aged 24, has been killed in an air accident in England. bbox=[426, 1087, 552, 1124]
article-paragraph: "For some time I have been concerned lest other sections of primary producers who have responded to appeals for more production should be left short, financially crippled, as the potato growers have been. I wrote to the Prime Minister asking for an assurance that any commodity overproduced as the result of appeals for extra and more production should not be allowed to financially embarrass the producers, but he would be bound to know. I would be saying that the producer ought to be kept in a position to carry on from year to year." bbox=[426, 267, 552, 379]
section-heading: MASTERTON CANDIDATES bbox=[840, 96, 959, 106]
divider-rule bbox=[606, 715, 646, 716]
article-paragraph: The Rev. Walter Parker presided at the quarterly meeting of the Wellington South Methodist Circuit. He was supported by Mr. E. C. Fitham, B.A., and Mr. E. Duncan, circuit stewards. The financial statement revealed that though the collections for two Sundays had been used for other purposes, the fund had been donated to the Trust Fund, there was a small deficit balance on the quarter's working, leaving a general credit balance of £48 11s 7d. bbox=[426, 505, 552, 594]
section-heading: COMPLAINTS ABOUT BATTERIES. bbox=[579, 510, 673, 531]
divider-rule bbox=[332, 154, 372, 155]
subheadline: FIGHT FOR RIGHT bbox=[297, 412, 408, 427]
article-paragraph: PALMERSTON N., This Day. The absence of serious crime in Palmerston North and district was favourably commented upon in the Supreme Court by Mr. Justice Johnston. There were only four cases for trial, while, his Honour said, was very satisfactory for such a large district. Throughout the year the amount of crime had been diminishing in the district, and that again was satisfactory. bbox=[15, 1041, 142, 1123]
subheadline: SUBVERSION CHARGE bbox=[37, 575, 120, 604]
section-heading: METHODIST CHURCH bbox=[441, 445, 537, 456]
article-paragraph: Of the introduction of quotas and quantitative regulation of imports, he says, "they probably did more to increase international tension than any other single measure." I commend the pamphlet to anyone interested in questions of post-war reconstruction. bbox=[699, 637, 826, 690]
byline: (By Trans-Tasman Air Mail, from "The Post's" Representative.) bbox=[567, 721, 684, 738]
article-paragraph: After gazing at the escaped for some time, the prisoner asked the constable for his notebook. He wrote in it: "That guy opposite looks like the escaped German you are after," and handed it back. bbox=[699, 250, 826, 295]
masthead bbox=[10, 4, 1104, 38]
divider-rule bbox=[196, 798, 236, 799]
section-heading: RHODES SCHOLARSHIP bbox=[25, 1296, 132, 1307]
